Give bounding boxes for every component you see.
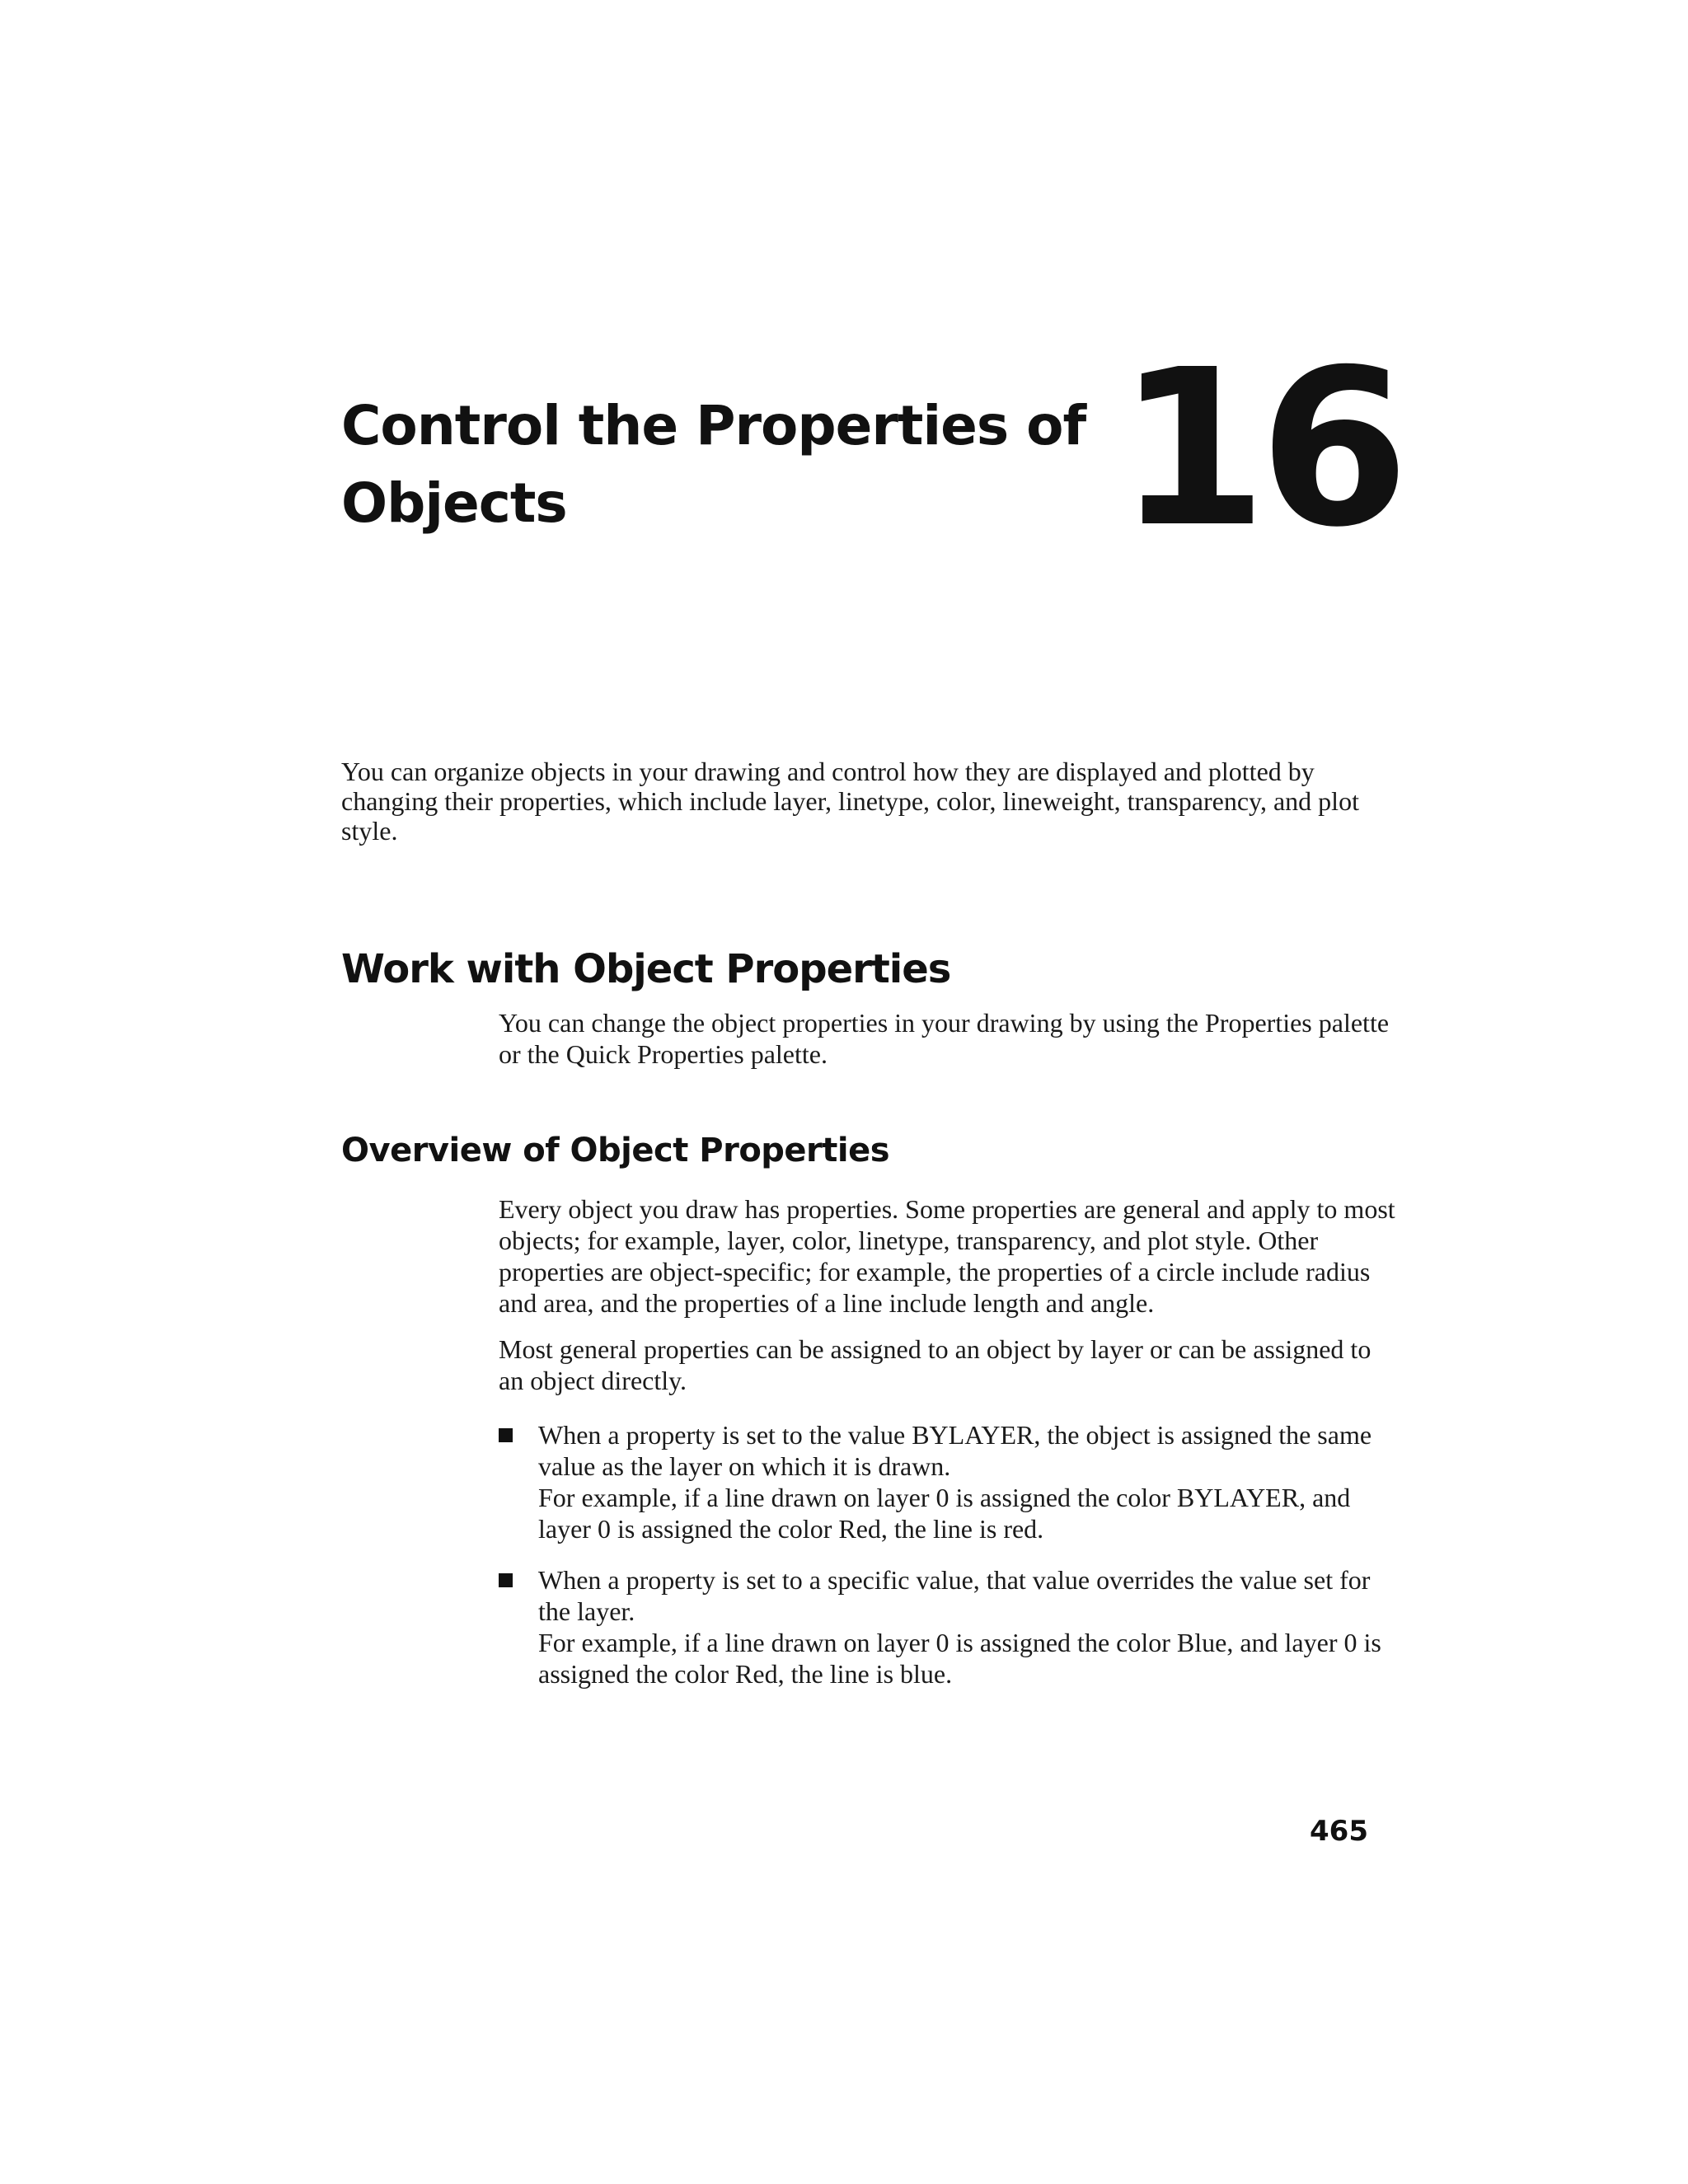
paragraph: You can change the object properties in your drawing by using the Properties palette or the Quick Properties palette. <box>499 1008 1390 1069</box>
chapter-title: Control the Properties of Objects <box>341 394 1086 535</box>
chapter-number: 16 <box>1117 323 1401 574</box>
paragraph: Every object you draw has properties. Some properties are general and apply to most objects; for example, layer, color, linetype, transparency, and plot style. Other properties are object-specific; for example, the properties of a circle include radius and area, and the properties of a line include length and angle. <box>499 1194 1395 1318</box>
bullet-text: When a property is set to the value BYLAYER, the object is assigned the same value as the layer on which it is drawn. <box>538 1420 1372 1481</box>
list-item <box>499 1564 1397 1690</box>
bullet-list <box>499 1419 1397 1690</box>
section-heading-work-with-object-properties: Work with Object Properties <box>341 946 951 992</box>
square-bullet-icon <box>499 1428 513 1442</box>
paragraph: Most general properties can be assigned to an object by layer or can be assigned to an object directly. <box>499 1334 1372 1395</box>
chapter-intro: You can organize objects in your drawing and control how they are displayed and plotted by changing their properties, which include layer, linetype, color, lineweight, transparency, and plot style. <box>341 757 1359 846</box>
square-bullet-icon <box>499 1573 513 1587</box>
bullet-example: For example, if a line drawn on layer 0 is assigned the color BYLAYER, and layer 0 is assigned the color Red, the line is red. <box>538 1483 1351 1544</box>
section-body-work-with-object-properties <box>499 1007 1397 1070</box>
section-heading-overview-of-object-properties: Overview of Object Properties <box>341 1132 890 1169</box>
bullet-example: For example, if a line drawn on layer 0 is assigned the color Blue, and layer 0 is assigned the color Red, the line is blue. <box>538 1628 1381 1689</box>
bullet-text: When a property is set to a specific value, that value overrides the value set for the layer. <box>538 1565 1371 1626</box>
page-number: 465 <box>1310 1815 1368 1848</box>
list-item <box>499 1419 1397 1544</box>
section-body-overview-of-object-properties <box>499 1193 1397 1709</box>
